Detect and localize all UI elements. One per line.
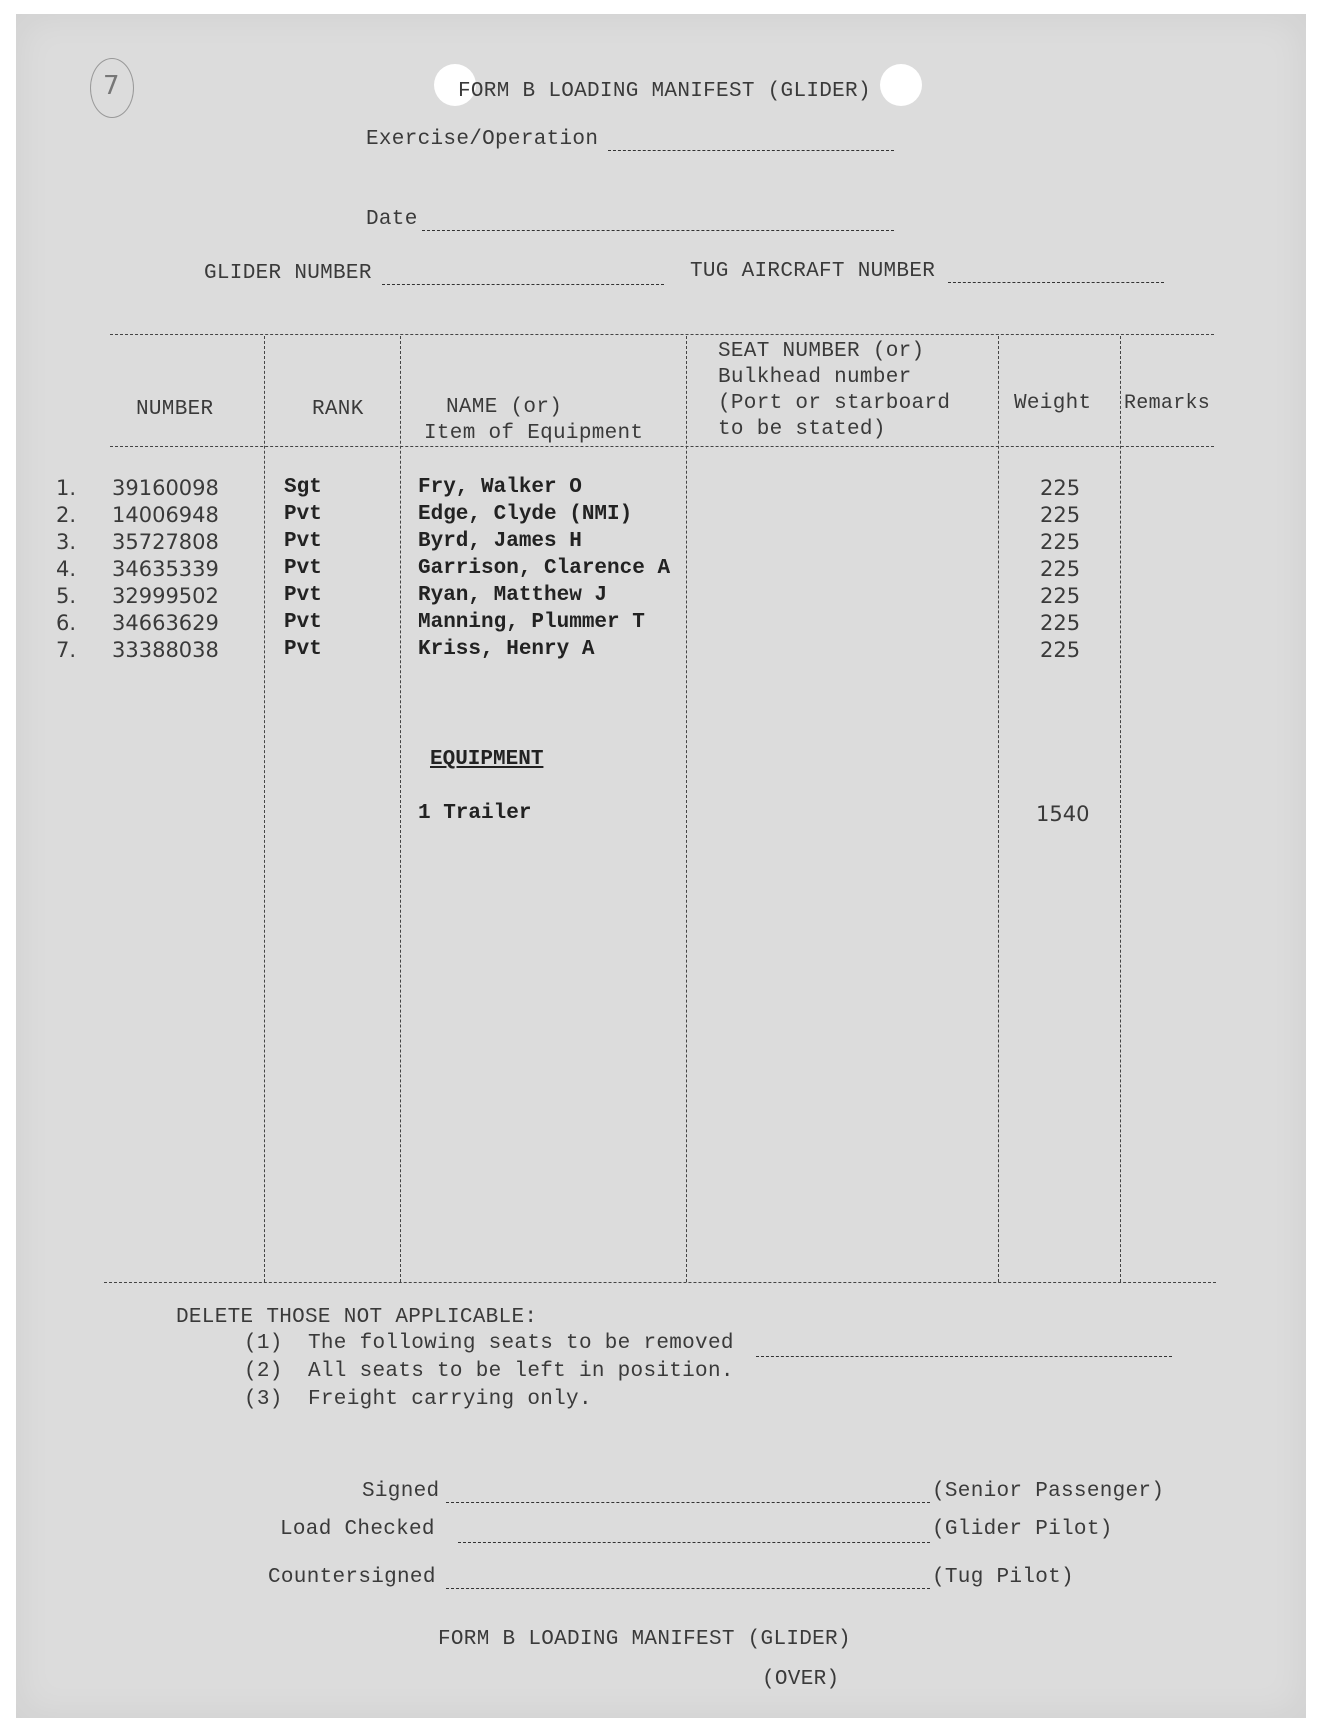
row-index: 6. <box>56 611 77 635</box>
col-header-weight: Weight <box>1014 392 1092 415</box>
col-header-seat-3: (Port or starboard <box>718 392 951 415</box>
row-rank: Pvt <box>284 530 322 553</box>
row-weight: 225 <box>1040 584 1081 608</box>
table-bottom-rule <box>104 1282 1216 1283</box>
signed-role: (Senior Passenger) <box>932 1480 1165 1503</box>
option-text: The following seats to be removed <box>308 1332 734 1355</box>
table-top-rule <box>110 334 1214 335</box>
form-title: FORM B LOADING MANIFEST (GLIDER) <box>458 80 871 103</box>
col-header-seat-1: SEAT NUMBER (or) <box>718 340 925 363</box>
row-name: Ryan, Matthew J <box>418 584 608 607</box>
tug-aircraft-field[interactable] <box>948 282 1164 283</box>
margin-mark <box>90 58 134 118</box>
row-number: 34663629 <box>112 611 219 635</box>
col-header-number: NUMBER <box>136 398 214 421</box>
table-header-rule <box>110 446 1214 447</box>
col-header-seat-2: Bulkhead number <box>718 366 912 389</box>
date-field[interactable] <box>422 230 894 231</box>
col-divider-3 <box>686 336 687 1282</box>
option-text: Freight carrying only. <box>308 1388 592 1411</box>
option-text: All seats to be left in position. <box>308 1360 734 1383</box>
col-header-rank: RANK <box>312 398 364 421</box>
row-name: Fry, Walker O <box>418 476 582 499</box>
col-divider-2 <box>400 336 401 1282</box>
countersigned-field[interactable] <box>446 1588 930 1589</box>
countersigned-role: (Tug Pilot) <box>932 1566 1074 1589</box>
col-header-remarks: Remarks <box>1124 392 1211 415</box>
row-index: 2. <box>56 503 77 527</box>
row-rank: Sgt <box>284 476 322 499</box>
row-name: Kriss, Henry A <box>418 638 595 661</box>
row-name: Manning, Plummer T <box>418 611 645 634</box>
row-name: Garrison, Clarence A <box>418 557 671 580</box>
row-rank: Pvt <box>284 611 322 634</box>
col-header-name-2: Item of Equipment <box>424 422 644 445</box>
row-rank: Pvt <box>284 584 322 607</box>
punch-hole-right <box>880 64 922 106</box>
option-number: (1) <box>244 1332 283 1355</box>
footer-over: (OVER) <box>762 1668 840 1691</box>
row-rank: Pvt <box>284 557 322 580</box>
delete-heading: DELETE THOSE NOT APPLICABLE: <box>176 1306 538 1329</box>
row-index: 1. <box>56 476 77 500</box>
row-number: 32999502 <box>112 584 219 608</box>
exercise-field[interactable] <box>608 150 894 151</box>
countersigned-label: Countersigned <box>268 1566 436 1589</box>
signed-field[interactable] <box>446 1502 930 1503</box>
col-divider-1 <box>264 336 265 1282</box>
signed-label: Signed <box>362 1480 440 1503</box>
row-weight: 225 <box>1040 476 1081 500</box>
seats-removed-field[interactable] <box>756 1356 1172 1357</box>
load-checked-label: Load Checked <box>280 1518 435 1541</box>
row-rank: Pvt <box>284 503 322 526</box>
row-number: 39160098 <box>112 476 219 500</box>
option-number: (2) <box>244 1360 283 1383</box>
row-weight: 225 <box>1040 503 1081 527</box>
row-name: Edge, Clyde (NMI) <box>418 503 633 526</box>
row-number: 33388038 <box>112 638 219 662</box>
col-header-seat-4: to be stated) <box>718 418 886 441</box>
row-name: Byrd, James H <box>418 530 582 553</box>
load-checked-role: (Glider Pilot) <box>932 1518 1113 1541</box>
tug-aircraft-label: TUG AIRCRAFT NUMBER <box>690 260 936 283</box>
date-label: Date <box>366 208 418 231</box>
footer-title: FORM B LOADING MANIFEST (GLIDER) <box>438 1628 851 1651</box>
row-rank: Pvt <box>284 638 322 661</box>
margin-mark-text: 7 <box>103 71 120 101</box>
col-divider-5 <box>1120 336 1121 1282</box>
equipment-item: 1 Trailer <box>418 802 532 825</box>
row-index: 3. <box>56 530 77 554</box>
col-divider-4 <box>998 336 999 1282</box>
option-number: (3) <box>244 1388 283 1411</box>
row-index: 4. <box>56 557 77 581</box>
exercise-label: Exercise/Operation <box>366 128 599 151</box>
glider-number-field[interactable] <box>382 284 664 285</box>
row-number: 34635339 <box>112 557 219 581</box>
equipment-weight: 1540 <box>1036 802 1090 826</box>
row-number: 14006948 <box>112 503 219 527</box>
row-weight: 225 <box>1040 557 1081 581</box>
col-header-name-1: NAME (or) <box>446 396 563 419</box>
row-index: 5. <box>56 584 77 608</box>
row-weight: 225 <box>1040 638 1081 662</box>
row-weight: 225 <box>1040 611 1081 635</box>
glider-number-label: GLIDER NUMBER <box>204 262 372 285</box>
row-weight: 225 <box>1040 530 1081 554</box>
row-index: 7. <box>56 638 77 662</box>
load-checked-field[interactable] <box>458 1542 930 1543</box>
equipment-heading: EQUIPMENT <box>430 748 544 771</box>
row-number: 35727808 <box>112 530 219 554</box>
